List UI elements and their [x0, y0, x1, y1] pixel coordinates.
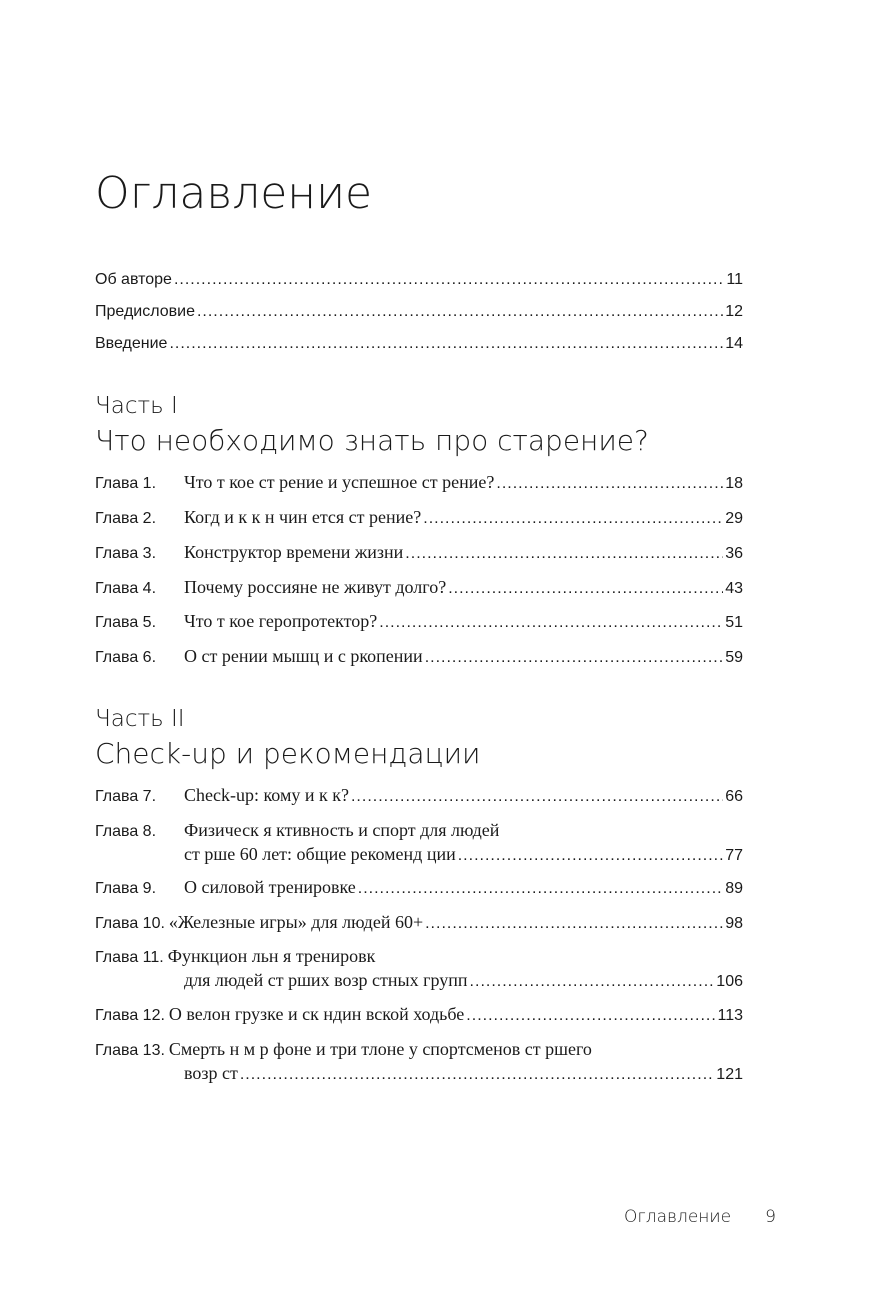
dot-leader: [169, 332, 723, 356]
page-footer: [624, 1207, 776, 1227]
toc-chapter-first-line[interactable]: [95, 944, 743, 970]
toc-chapter[interactable]: [95, 575, 743, 601]
part-title: Check-up и рекомендации: [95, 737, 481, 770]
chapter-page: 121: [716, 1066, 743, 1083]
chapter-title: О ст рении мышц и с ркопении: [184, 646, 423, 666]
page-number: 9: [765, 1207, 776, 1227]
dot-leader: [470, 970, 715, 994]
chapter-title-continued: возр ст: [184, 1063, 238, 1083]
toc-entry-page: 11: [726, 271, 743, 288]
toc-chapter[interactable]: [95, 783, 743, 809]
toc-entry-text: Введение: [95, 335, 168, 352]
toc-chapter[interactable]: [95, 470, 743, 496]
chapter-title: О велон грузке и ск ндин вской ходьбе: [168, 1004, 465, 1024]
dot-leader: [425, 646, 724, 670]
chapter-title: «Железные игры» для людей 60+: [168, 912, 424, 932]
chapter-title: Что т кое геропротектор?: [184, 611, 378, 631]
chapter-page: 29: [725, 510, 743, 527]
chapter-title: Что т кое ст рение и успешное ст рение?: [184, 472, 495, 492]
dot-leader: [496, 472, 723, 496]
chapter-title: Check-up: кому и к к?: [184, 785, 349, 805]
chapter-title: Конструктор времени жизни: [184, 542, 404, 562]
chapter-label: Глава 6.: [95, 649, 157, 666]
chapter-page: 43: [725, 580, 743, 597]
toc-entry-page: 12: [725, 303, 743, 320]
chapter-title: Смерть н м р фоне и три тлоне у спортсменов ст ршего: [168, 1039, 592, 1059]
running-header-section: Оглавление: [624, 1207, 732, 1227]
dot-leader: [240, 1063, 714, 1087]
chapter-label: Глава 4.: [95, 580, 157, 597]
part-label: Часть II: [95, 706, 185, 732]
dot-leader: [174, 268, 724, 292]
toc-chapter-first-line[interactable]: [95, 1037, 743, 1063]
dot-leader: [425, 912, 723, 936]
chapter-label: Глава 13.: [95, 1042, 165, 1059]
dot-leader: [458, 844, 723, 868]
chapter-label: Глава 8.: [95, 823, 157, 840]
dot-leader: [351, 785, 723, 809]
toc-chapter-continuation[interactable]: [184, 968, 743, 994]
chapter-label: Глава 10.: [95, 915, 165, 932]
chapter-page: 51: [725, 614, 743, 631]
toc-chapter[interactable]: [95, 644, 743, 670]
toc-chapter-continuation[interactable]: [184, 1061, 743, 1087]
chapter-label: Глава 11.: [95, 949, 164, 966]
chapter-label: Глава 9.: [95, 880, 157, 897]
chapter-title: Физическ я ктивность и спорт для людей: [184, 820, 500, 840]
dot-leader: [358, 877, 723, 901]
chapter-label: Глава 7.: [95, 788, 157, 805]
toc-chapter[interactable]: [95, 540, 743, 566]
toc-entry-page: 14: [725, 335, 743, 352]
chapter-title: Когд и к к н чин ется ст рение?: [184, 507, 422, 527]
toc-entry-about-author[interactable]: [95, 268, 743, 292]
chapter-label: Глава 12.: [95, 1007, 165, 1024]
dot-leader: [405, 542, 723, 566]
chapter-page: 36: [725, 545, 743, 562]
dot-leader: [379, 611, 723, 635]
dot-leader: [423, 507, 723, 531]
chapter-title: Почему россияне не живут долго?: [184, 577, 447, 597]
toc-entry-introduction[interactable]: [95, 332, 743, 356]
toc-chapter[interactable]: [95, 609, 743, 635]
dot-leader: [197, 300, 723, 324]
toc-entry-preface[interactable]: [95, 300, 743, 324]
dot-leader: [448, 577, 723, 601]
toc-chapter-continuation[interactable]: [184, 842, 743, 868]
toc-chapter[interactable]: [95, 875, 743, 901]
chapter-page: 77: [725, 847, 743, 864]
chapter-title: Функцион льн я тренировк: [167, 946, 376, 966]
chapter-page: 98: [725, 915, 743, 932]
chapter-title-continued: для людей ст рших возр стных групп: [184, 970, 468, 990]
chapter-label: Глава 2.: [95, 510, 157, 527]
chapter-page: 66: [725, 788, 743, 805]
chapter-label: Глава 1.: [95, 475, 157, 492]
toc-entry-text: Предисловие: [95, 303, 195, 320]
chapter-title-continued: ст рше 60 лет: общие рекоменд ции: [184, 844, 456, 864]
dot-leader: [466, 1004, 715, 1028]
chapter-page: 18: [725, 475, 743, 492]
toc-chapter[interactable]: [95, 910, 743, 936]
toc-chapter[interactable]: [95, 505, 743, 531]
part-label: Часть I: [95, 393, 178, 419]
toc-entry-text: Об авторе: [95, 271, 172, 288]
page-title: Оглавление: [95, 168, 373, 219]
chapter-page: 89: [725, 880, 743, 897]
chapter-page: 59: [725, 649, 743, 666]
part-title: Что необходимо знать про старение?: [95, 424, 649, 457]
chapter-page: 113: [717, 1007, 743, 1024]
chapter-label: Глава 5.: [95, 614, 157, 631]
toc-chapter[interactable]: [95, 1002, 743, 1028]
chapter-page: 106: [716, 973, 743, 990]
chapter-label: Глава 3.: [95, 545, 157, 562]
toc-chapter-first-line[interactable]: [95, 818, 743, 844]
chapter-title: О силовой тренировке: [184, 877, 356, 897]
